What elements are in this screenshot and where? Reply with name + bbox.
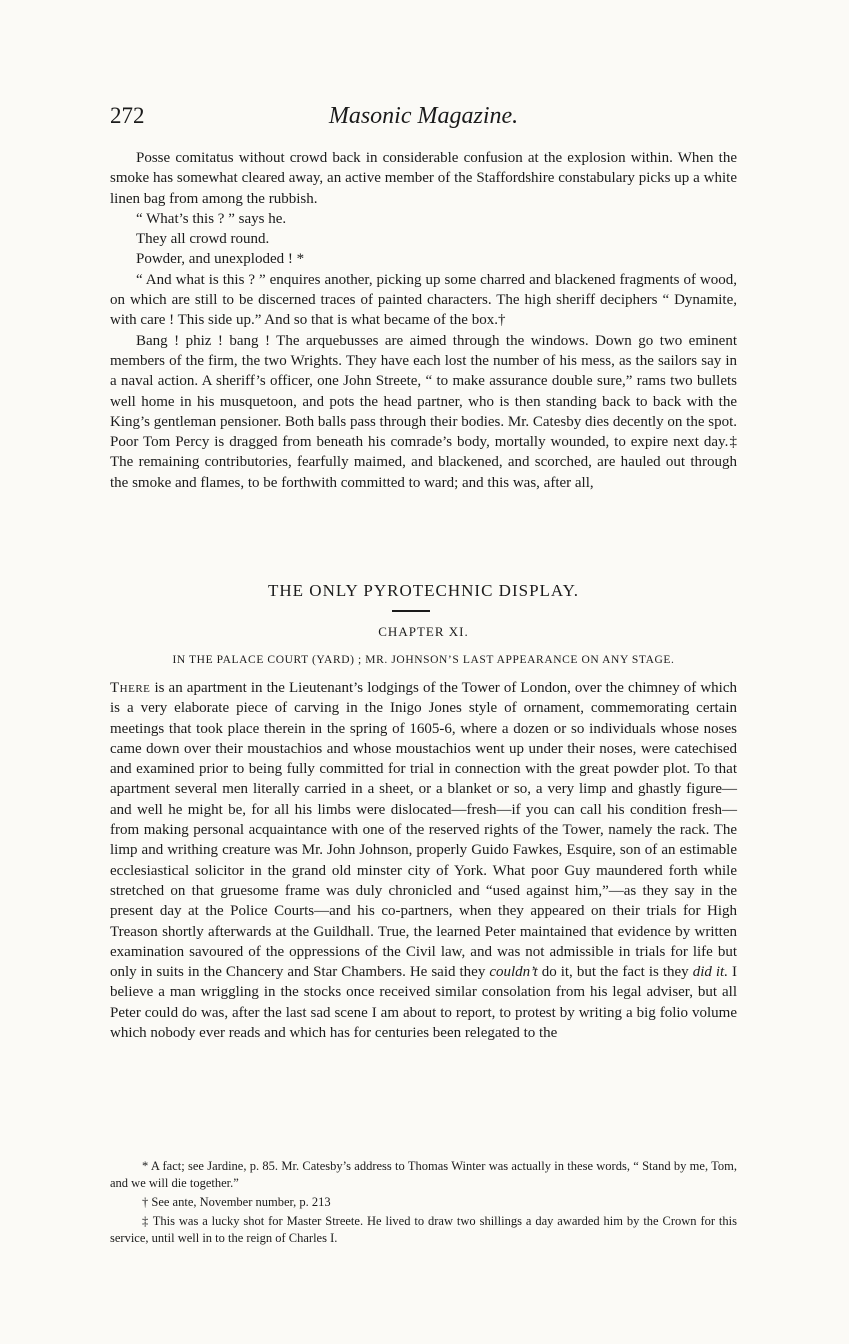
paragraph-text: I believe a man wriggling in the stocks once received similar consolation from his legal adviser, but all Peter could do was, after the last sad scene I am about to report, to protest by writing a big folio volume which nobody ever reads and which has for centuries been relegated to the bbox=[110, 964, 737, 1042]
page-header bbox=[110, 103, 737, 137]
opening-word: There bbox=[110, 680, 151, 696]
chapter-opening-paragraph bbox=[110, 678, 737, 1043]
italic-text: did it. bbox=[692, 964, 728, 981]
footnotes bbox=[110, 1158, 737, 1247]
text-block-chapter bbox=[110, 678, 737, 1043]
text-block-upper bbox=[110, 148, 737, 493]
paragraph-text: is an apartment in the Lieutenant’s lodgings of the Tower of London, over the chimney of which is a very elaborate piece of carving in the Inigo Jones style of ornament, commemorating certain meetings that took place therein in the spring of 1605-6, where a dozen or so individuals whose noses came down over their moustachios and whose moustachios went up under their noses, were catechised and examined prior to being fully committed for trial in connection with the great powder plot. To that apartment several men literally carried in a sheet, or a blanket or so, a very limp and ghastly figure—and well he might be, for all his limbs were dislocated—fresh—if you can call his condition fresh—from making personal acquaintance with one of the reserved rights of the Tower, namely the rack. The limp and writhing creature was Mr. John Johnson, properly Guido Fawkes, Esquire, son of an estimable ecclesiastical solicitor in the grand old minster city of York. What poor Guy maundered forth while stretched on that gruesome frame was duly chronicled and “used against him,”—as they say in the present day at the Police Courts—and his co-partners, when they appeared on their trials for High Treason shortly afterwards at the Guildhall. True, the learned Peter maintained that evidence by written examination savoured of the oppressions of the Civil law, and was not admissible in trials for life but only in suits in the Chancery and Star Chambers. He said they bbox=[110, 680, 737, 981]
paragraph: Bang ! phiz ! bang ! The arquebusses are aimed through the windows. Down go two eminent members of the firm, the two Wrights. They have each lost the number of his mess, as the sailors say in a naval action. A sheriff’s officer, one John Streete, “ to make assurance double sure,” rams two bullets well home in his musquetoon, and pots the head partner, who is then standing back to back with the King’s gentleman pensioner. Both balls pass through their bodies. Mr. Catesby dies decently on the spot. Poor Tom Percy is dragged from beneath his comrade’s body, mortally wounded, to expire next day.‡ The remaining contributories, fearfully maimed, and blackened, and scorched, are hauled out through the smoke and flames, to be forthwith committed to ward; and this was, after all, bbox=[110, 332, 737, 491]
italic-text: couldn’t bbox=[489, 964, 538, 981]
running-head-title: Masonic Magazine. bbox=[328, 103, 519, 129]
footnote: † See ante, November number, p. 213 bbox=[142, 1195, 331, 1209]
page-number: 272 bbox=[110, 103, 145, 128]
paragraph: Posse comitatus without crowd back in considerable confusion at the explosion within. When the smoke has somewhat cleared away, an active member of the Staffordshire constabulary picks up a white linen bag from among the rubbish. bbox=[110, 150, 737, 207]
footnote: * A fact; see Jardine, p. 85. Mr. Catesby’s address to Thomas Winter was actually in these words, “ Stand by me, Tom, and we will die together.” bbox=[110, 1159, 737, 1190]
paragraph: Powder, and unexploded ! * bbox=[136, 251, 305, 268]
paragraph: “ And what is this ? ” enquires another, picking up some charred and blackened fragments of wood, on which are still to be discerned traces of painted characters. The high sheriff deciphers “ Dynamite, with care ! This side up.” And so that is what became of the box.† bbox=[110, 271, 737, 329]
section-display-heading: THE ONLY PYROTECHNIC DISPLAY. bbox=[268, 581, 579, 600]
paragraph: They all crowd round. bbox=[136, 231, 270, 248]
section-divider bbox=[392, 610, 430, 612]
paragraph-text: do it, but the fact is they bbox=[537, 964, 693, 981]
chapter-title: IN THE PALACE COURT (YARD) ; MR. JOHNSON’S LAST APPEARANCE ON ANY STAGE. bbox=[172, 654, 675, 666]
paragraph: “ What’s this ? ” says he. bbox=[136, 210, 287, 227]
chapter-number: CHAPTER XI. bbox=[378, 624, 469, 639]
footnote: ‡ This was a lucky shot for Master Streete. He lived to draw two shillings a day awarded him by the Crown for this service, until well in to the reign of Charles I. bbox=[110, 1214, 737, 1245]
